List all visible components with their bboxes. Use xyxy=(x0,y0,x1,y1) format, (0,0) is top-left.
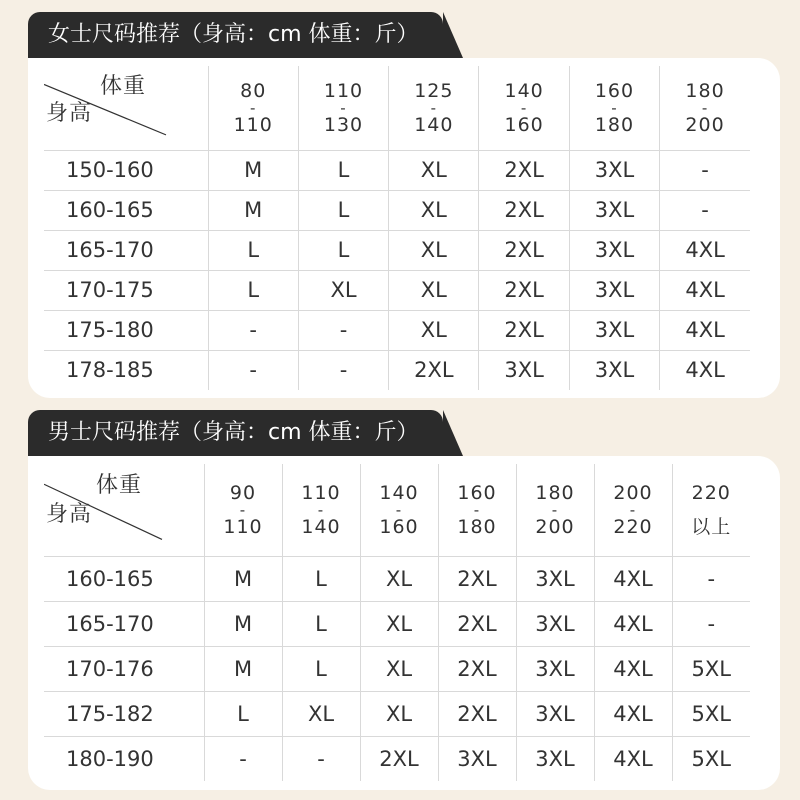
weight-range-min: 110 xyxy=(323,79,364,102)
weight-range-min: 180 xyxy=(535,481,575,504)
weight-range-header xyxy=(282,464,360,556)
size-cell: XL xyxy=(389,310,479,350)
height-range-label: 165-170 xyxy=(44,601,204,646)
weight-range-dash: - xyxy=(473,500,481,519)
weight-range-max: 140 xyxy=(301,515,341,538)
weight-range-min: 125 xyxy=(414,79,454,102)
height-range-label: 160-165 xyxy=(44,190,208,230)
weight-range-min: 140 xyxy=(379,481,419,504)
weight-range-min: 160 xyxy=(594,79,635,102)
size-row xyxy=(44,270,750,310)
weight-range-min: 160 xyxy=(457,481,497,504)
header-row xyxy=(44,464,750,556)
size-cell: XL xyxy=(360,601,438,646)
weight-range-dash xyxy=(673,504,751,516)
size-cell: 4XL xyxy=(660,270,750,310)
size-cell: L xyxy=(298,150,388,190)
size-cell: 3XL xyxy=(516,556,594,601)
size-cell: 2XL xyxy=(479,150,569,190)
weight-range-dash: - xyxy=(239,500,247,519)
size-cell: - xyxy=(672,556,750,601)
height-range-label: 170-175 xyxy=(44,270,208,310)
men-size-section xyxy=(28,410,780,792)
size-cell: 2XL xyxy=(389,350,479,390)
size-cell: - xyxy=(660,190,750,230)
size-row xyxy=(44,556,750,601)
weight-range-header xyxy=(672,464,750,556)
size-row xyxy=(44,310,750,350)
weight-range-max: 180 xyxy=(457,515,497,538)
size-cell: M xyxy=(204,601,282,646)
size-cell: L xyxy=(298,230,388,270)
size-cell: 2XL xyxy=(360,736,438,781)
height-range-label: 175-180 xyxy=(44,310,208,350)
size-cell: 3XL xyxy=(516,646,594,691)
weight-range-max: 130 xyxy=(323,113,364,136)
size-cell: 4XL xyxy=(660,350,750,390)
height-range-label: 170-176 xyxy=(44,646,204,691)
size-cell: M xyxy=(208,150,298,190)
size-row xyxy=(44,691,750,736)
size-cell: 3XL xyxy=(516,736,594,781)
weight-range-dash: - xyxy=(395,500,403,519)
size-cell: M xyxy=(204,646,282,691)
size-cell: 3XL xyxy=(569,350,659,390)
size-cell: - xyxy=(208,310,298,350)
women-size-card xyxy=(28,58,780,398)
size-cell: - xyxy=(204,736,282,781)
weight-range-header xyxy=(389,66,479,150)
size-cell: 2XL xyxy=(438,556,516,601)
size-cell: M xyxy=(208,190,298,230)
weight-range-header xyxy=(360,464,438,556)
weight-range-header xyxy=(516,464,594,556)
weight-range-max: 140 xyxy=(414,113,454,136)
size-cell: 4XL xyxy=(594,691,672,736)
weight-range-header xyxy=(479,66,569,150)
size-row xyxy=(44,601,750,646)
size-cell: - xyxy=(282,736,360,781)
size-row xyxy=(44,150,750,190)
height-range-label: 180-190 xyxy=(66,746,154,771)
size-cell: 3XL xyxy=(569,270,659,310)
size-cell: 3XL xyxy=(569,230,659,270)
men-size-card xyxy=(28,456,780,790)
weight-range-min: 180 xyxy=(685,79,725,102)
size-cell: XL xyxy=(389,230,479,270)
size-cell: L xyxy=(282,601,360,646)
size-cell: L xyxy=(282,646,360,691)
size-cell: L xyxy=(208,230,298,270)
size-cell: XL xyxy=(389,270,479,310)
size-cell: M xyxy=(204,556,282,601)
size-cell: 2XL xyxy=(479,310,569,350)
size-cell: 3XL xyxy=(569,150,659,190)
size-cell: - xyxy=(298,310,388,350)
men-size-table xyxy=(44,464,750,781)
weight-range-max: 110 xyxy=(223,515,263,538)
weight-range-min: 90 xyxy=(229,481,257,504)
size-cell: 5XL xyxy=(672,736,750,781)
size-cell: L xyxy=(298,190,388,230)
size-cell: 5XL xyxy=(672,646,750,691)
weight-range-max: 160 xyxy=(379,515,419,538)
size-cell: 3XL xyxy=(479,350,569,390)
weight-range-max: 200 xyxy=(535,515,575,538)
header-row xyxy=(44,66,750,150)
size-cell: 2XL xyxy=(479,230,569,270)
size-row xyxy=(44,190,750,230)
size-cell: 2XL xyxy=(479,270,569,310)
corner-cell xyxy=(44,464,204,556)
weight-range-dash: - xyxy=(430,98,438,117)
size-cell: 3XL xyxy=(438,736,516,781)
size-row xyxy=(44,230,750,270)
weight-range-min: 220 xyxy=(691,481,731,504)
size-cell: - xyxy=(298,350,388,390)
size-cell: 3XL xyxy=(569,310,659,350)
weight-range-min: 200 xyxy=(613,481,653,504)
size-cell: - xyxy=(208,350,298,390)
weight-range-max: 200 xyxy=(685,113,725,136)
size-cell: L xyxy=(208,270,298,310)
size-cell: 4XL xyxy=(594,736,672,781)
size-cell: XL xyxy=(360,691,438,736)
size-cell: 2XL xyxy=(438,601,516,646)
weight-range-max: 180 xyxy=(594,113,635,136)
size-cell: 5XL xyxy=(672,691,750,736)
men-section-title: 男士尺码推荐（身高：cm 体重：斤） xyxy=(28,410,443,456)
size-cell: L xyxy=(204,691,282,736)
weight-range-max: 110 xyxy=(233,113,273,136)
weight-range-dash: - xyxy=(520,98,528,117)
weight-range-min: 110 xyxy=(301,481,341,504)
size-cell: 2XL xyxy=(479,190,569,230)
corner-height-label: 身高 xyxy=(46,502,93,528)
weight-range-dash: - xyxy=(317,500,325,519)
size-row xyxy=(44,350,750,390)
women-size-table xyxy=(44,66,750,390)
size-row xyxy=(44,736,750,781)
weight-range-header xyxy=(569,66,659,150)
size-cell: - xyxy=(660,150,750,190)
height-range-label: 178-185 xyxy=(66,358,154,383)
weight-range-dash: - xyxy=(629,500,637,519)
size-cell: 3XL xyxy=(516,691,594,736)
weight-range-dash: - xyxy=(551,500,559,519)
weight-range-dash: - xyxy=(701,98,709,117)
size-cell: XL xyxy=(360,556,438,601)
weight-range-header xyxy=(204,464,282,556)
weight-range-max: 160 xyxy=(504,113,544,136)
size-row xyxy=(44,646,750,691)
height-range-label: 150-160 xyxy=(44,150,208,190)
size-cell: 4XL xyxy=(594,646,672,691)
corner-height-label: 身高 xyxy=(46,100,93,126)
corner-cell xyxy=(44,66,208,150)
size-cell: 2XL xyxy=(438,646,516,691)
size-cell: 4XL xyxy=(594,556,672,601)
size-cell: XL xyxy=(298,270,388,310)
size-cell: 3XL xyxy=(569,190,659,230)
size-cell: 4XL xyxy=(660,230,750,270)
weight-range-dash: - xyxy=(611,98,618,117)
weight-range-min: 140 xyxy=(504,79,544,102)
height-range-label: 175-182 xyxy=(44,691,204,736)
weight-range-max: 以上 xyxy=(691,515,732,538)
weight-range-header xyxy=(594,464,672,556)
weight-range-dash: - xyxy=(340,98,347,117)
weight-range-header xyxy=(298,66,388,150)
weight-range-header xyxy=(438,464,516,556)
height-range-label: 160-165 xyxy=(44,556,204,601)
size-cell: XL xyxy=(389,150,479,190)
height-range-label: 165-170 xyxy=(44,230,208,270)
corner-weight-label: 体重 xyxy=(100,74,147,100)
size-cell: 2XL xyxy=(438,691,516,736)
size-cell: 4XL xyxy=(660,310,750,350)
size-cell: 4XL xyxy=(594,601,672,646)
weight-range-header xyxy=(660,66,750,150)
weight-range-max: 220 xyxy=(613,515,653,538)
size-cell: XL xyxy=(389,190,479,230)
size-cell: 3XL xyxy=(516,601,594,646)
size-cell: XL xyxy=(282,691,360,736)
weight-range-min: 80 xyxy=(240,79,267,102)
size-cell: - xyxy=(672,601,750,646)
women-section-title: 女士尺码推荐（身高：cm 体重：斤） xyxy=(28,12,443,58)
size-cell: L xyxy=(282,556,360,601)
weight-range-dash: - xyxy=(249,98,257,117)
women-size-section xyxy=(28,12,780,398)
weight-range-header xyxy=(208,66,298,150)
size-cell: XL xyxy=(360,646,438,691)
corner-weight-label: 体重 xyxy=(96,473,143,499)
